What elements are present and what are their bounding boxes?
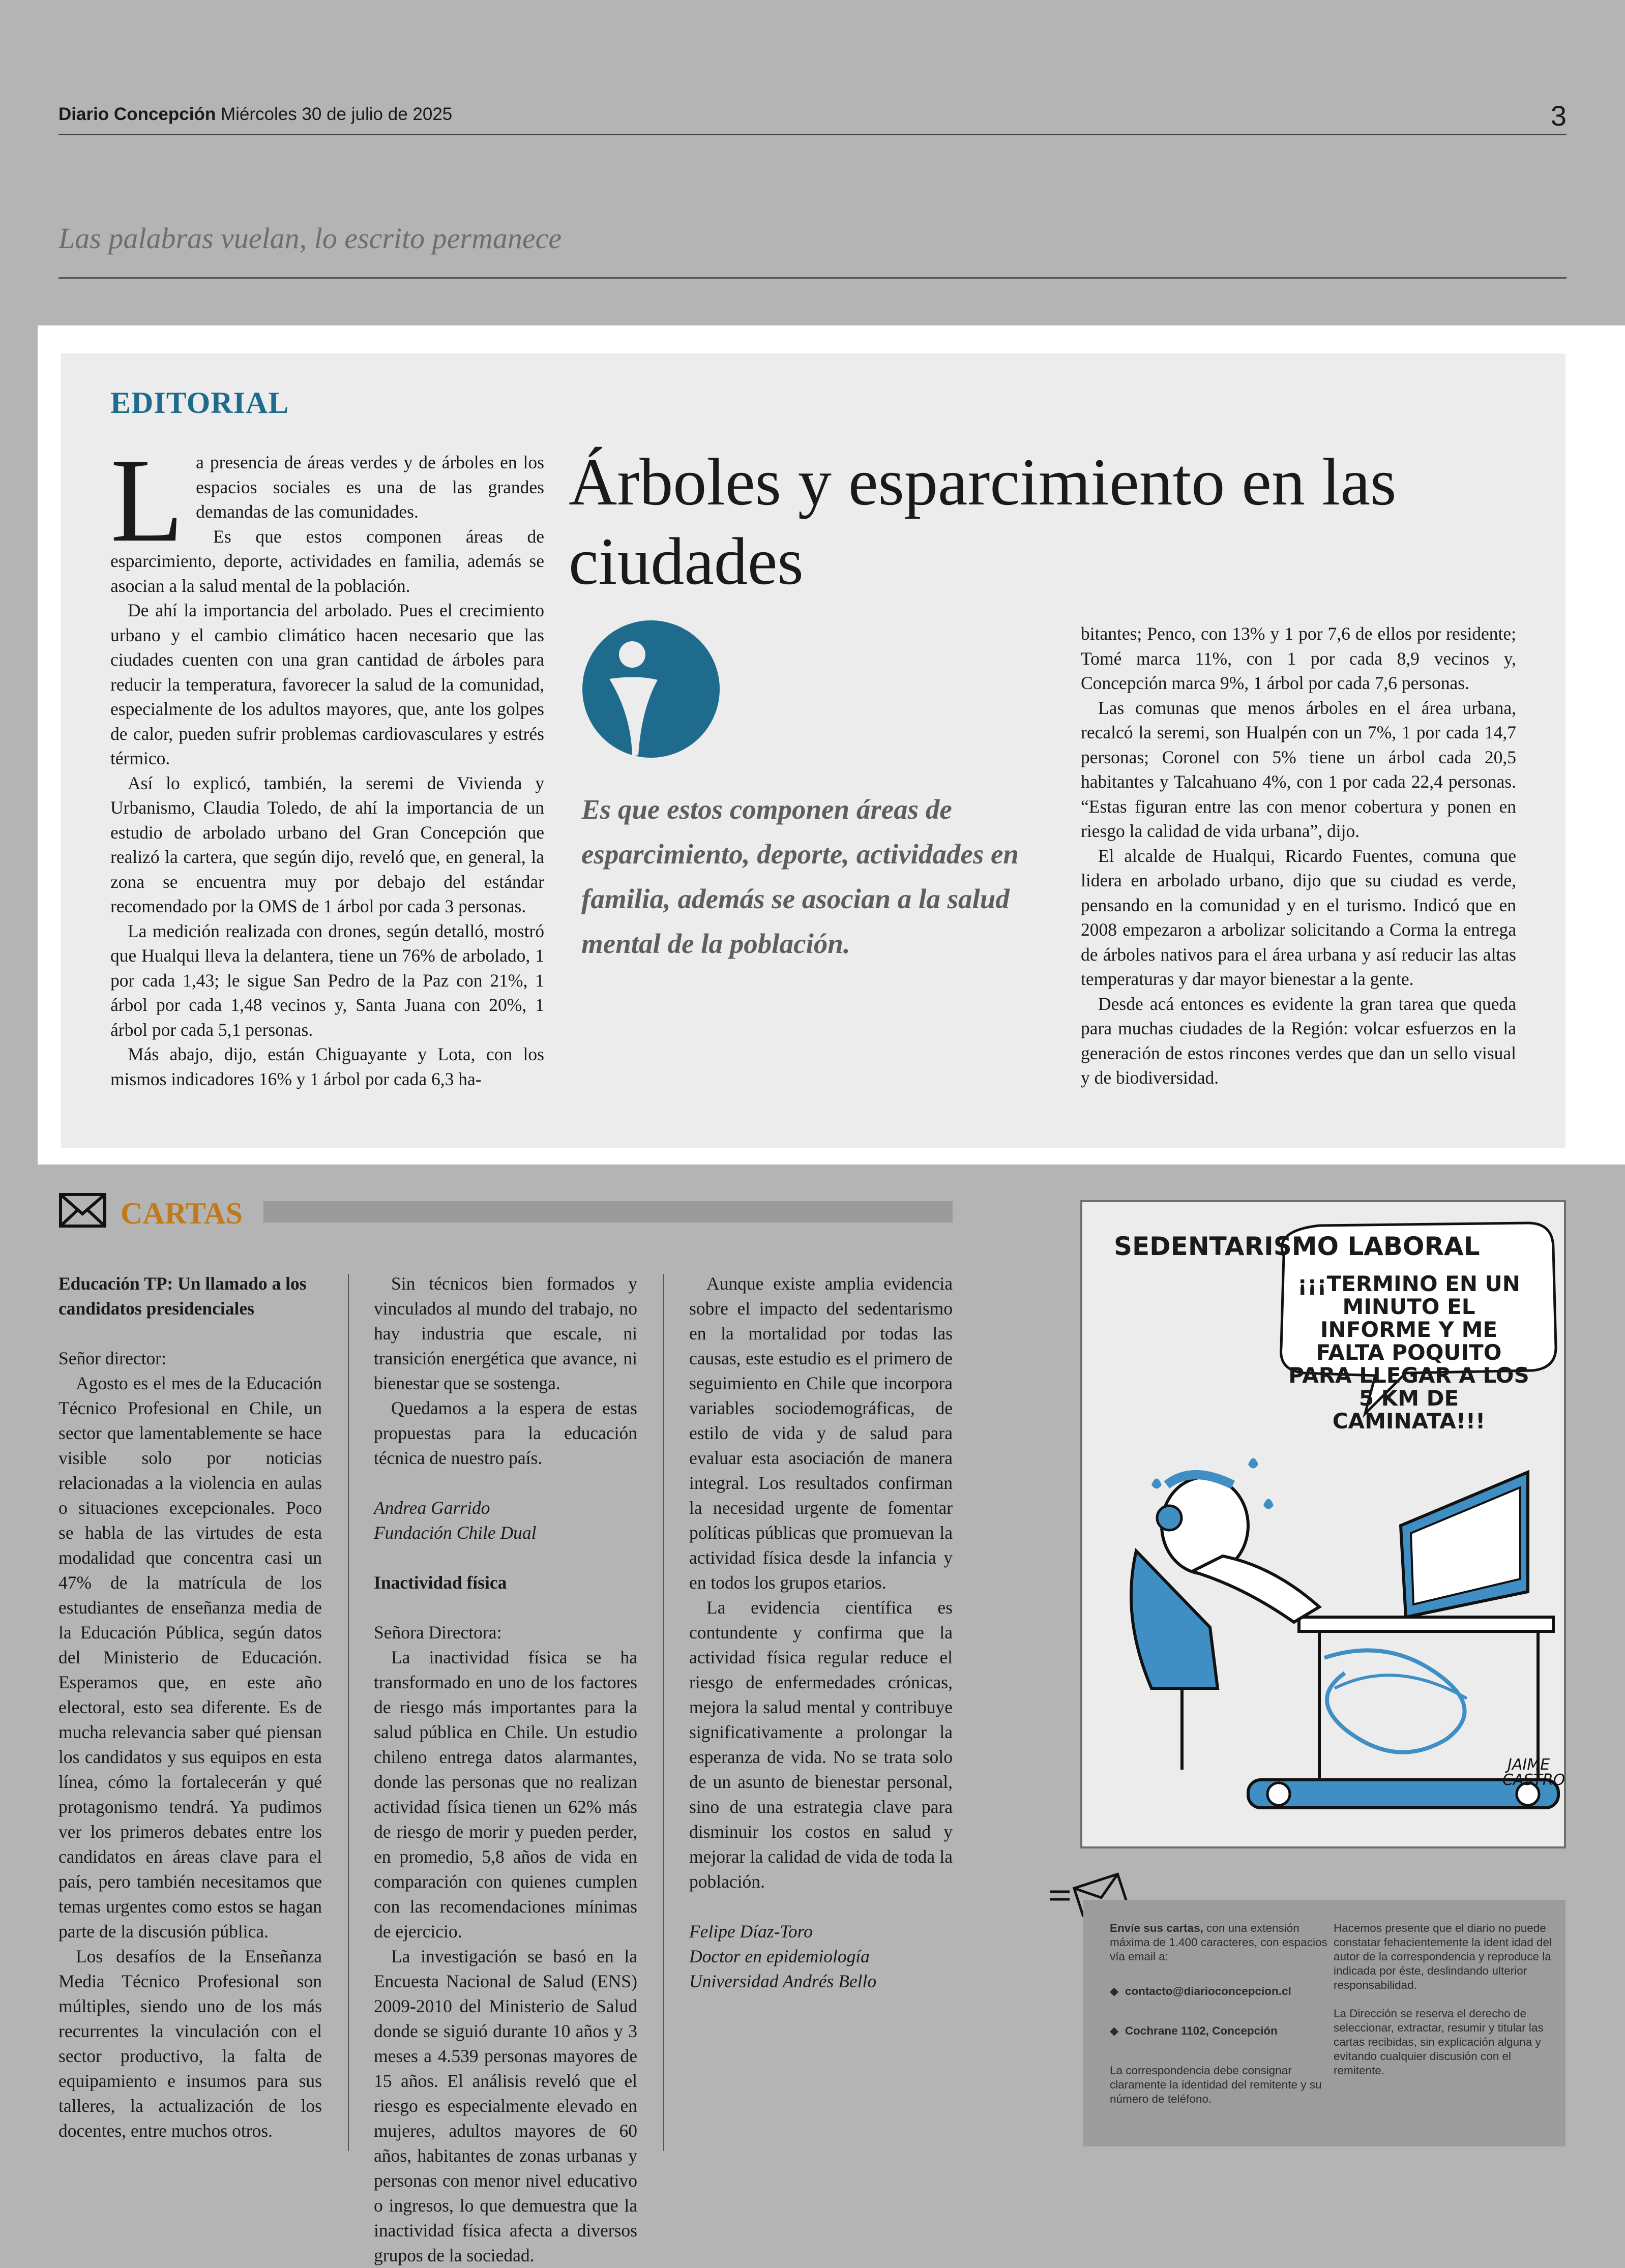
paragraph: La evidencia científica es contundente y confirma que la actividad física regular reduce el riesgo de enfermedades crónicas, mejora la salud mental y contribuye significativamente a prolongar la esperanza de vida. No se trata solo de un asunto de bienestar personal, sino de una estrategia clave para disminuir los costos en salud y mejorar la calidad de vida de toda la población. [689, 1597, 953, 1892]
letters-column-3 [689, 1271, 953, 1994]
contact-note: La correspondencia debe consignar claramente la identidad del remitente y su número de teléfono. [1110, 2064, 1322, 2105]
envelope-icon [58, 1192, 107, 1228]
paragraph: Agosto es el mes de la Educación Técnico Profesional en Chile, un sector que lamentablemente se hace visible solo por noticias relacionadas a la violencia en aulas o situaciones excepcionales. Poco se habla de las virtudes de esta modalidad que concentra casi un 47% de la matrícula de los estudiantes de enseñanza media de la Educación Pública, según datos del Ministerio de Educación. Esperamos que, en este año electoral, esto sea diferente. Es de mucha relevancia saber qué piensan los candidatos y sus equipos en esta línea, cómo la fortalecerán y qué protagonismo tendrá. Ya pudimos ver los primeros debates entre los candidatos en áreas clave para el país, pero también necesitamos que temas urgentes como estos se hagan parte de la discusión pública. [58, 1373, 322, 1942]
letter-title: Inactividad física [374, 1572, 507, 1593]
cartoon-title: SEDENTARISMO LABORAL [1114, 1232, 1480, 1261]
info-logo-icon [581, 618, 721, 760]
rights-text: La Dirección se reserva el derecho de seleccionar, extractar, resumir y titular las cartas recibidas, sin explicación alguna y evitando cualquier discusión con el remitente. [1334, 2007, 1544, 2077]
svg-text:JAIME: JAIME [1508, 1756, 1550, 1774]
paragraph: Así lo explicó, también, la seremi de Vivienda y Urbanismo, Claudia Toledo, de ahí la importancia de un estudio de arbolado urbano del Gran Concepción que realizó la cartera, que según dijo, reveló que, en general, la zona se encuentra muy por debajo del estándar recomendado por la OMS de 1 árbol por cada 3 personas. [110, 772, 544, 916]
cartas-header-bar [263, 1201, 953, 1222]
paragraph: Las comunas que menos árboles en el área urbana, recalcó la seremi, son Hualpén con un 7%, 1 por cada 14,7 personas; Coronel con 5% tiene un árbol cada 20,5 habitantes y Talcahuano 4%, con 1 por cada 22,4 personas. “Estas figuran entre las con menor cobertura y ponen en riesgo la calidad de vida urbana”, dijo. [1081, 697, 1516, 841]
contact-right [1334, 1921, 1552, 2078]
letter-salutation: Señor director: [58, 1348, 166, 1368]
letter-author: Felipe Díaz-Toro [689, 1921, 813, 1942]
paragraph: Los desafíos de la Enseñanza Media Técnico Profesional son múltiples, siendo uno de los más recurrentes la vinculación con el sector productivo, la falta de equipamiento e insumos para sus talleres, la actualización de los docentes, entre muchos otros. [58, 1946, 322, 2141]
paragraph: Aunque existe amplia evidencia sobre el impacto del sedentarismo en la mortalidad por todas las causas, este estudio es el primero de seguimiento en Chile que incorpora variables sociodemográficas, de estilo de vida y de salud para evaluar esta asociación de manera integral. Los resultados confirman la necesidad urgente de fomentar políticas públicas que promuevan la actividad física desde la infancia y en todos los grupos etarios. [689, 1273, 953, 1593]
editorial-title: Árboles y esparcimiento en las ciudades [569, 444, 1397, 599]
contact-email-link[interactable]: contacto@diarioconcepcion.cl [1125, 1985, 1291, 1997]
drop-cap: L [110, 434, 184, 567]
paper-name: Diario Concepción [58, 104, 216, 124]
paragraph: Quedamos a la espera de estas propuestas para la educación técnica de nuestro país. [374, 1398, 637, 1468]
contact-intro: con una extensión máxima de 1.400 caracteres, con espacios vía email a: [1110, 1922, 1327, 1963]
paragraph: De ahí la importancia del arbolado. Pues el crecimiento urbano y el cambio climático hacen necesario que las ciudades cuenten con una gran cantidad de árboles para reducir la temperatura, favorecer la salud de la comunidad, especialmente de los adultos mayores, que, ante los golpes de calor, pueden sufrir problemas cardiovasculares y estrés térmico. [110, 600, 544, 768]
cartas-label: CARTAS [121, 1197, 243, 1230]
paragraph: Desde acá entonces es evidente la gran tarea que queda para muchas ciudades de la Región: volcar esfuerzos en la generación de estos rincones verdes que dan un sello visual y de biodiversidad. [1081, 993, 1516, 1088]
paragraph: La medición realizada con drones, según detalló, mostró que Hualqui lleva la delantera, tiene un 76% de arbolado, 1 por cada 1,43; le sigue San Pedro de la Paz con 21%, 1 árbol por cada 1,48 vecinos y, Santa Juana con 20%, 1 árbol por cada 5,1 personas. [110, 920, 544, 1040]
header-rule [58, 134, 1567, 135]
disclaimer-text: Hacemos presente que el diario no puede constatar fehacientemente la ident idad del autor de la correspondencia y reproduce la indicada por éste, deslindando ulterior responsabilidad. [1334, 1922, 1552, 1991]
paragraph: La investigación se basó en la Encuesta Nacional de Salud (ENS) 2009-2010 del Ministerio de Salud donde se siguió durante 10 años y 3 meses a 4.539 personas mayores de 15 años. El análisis reveló que el riesgo es especialmente elevado en mujeres, adultos mayores de 60 años, habitantes de zonas urbanas y personas con menor nivel educativo o ingresos, lo que demuestra que la inactividad física afecta a diversos grupos de la sociedad. [374, 1946, 637, 2265]
issue-date: Miércoles 30 de julio de 2025 [220, 104, 453, 124]
paragraph: a presencia de áreas verdes y de árboles en los espacios sociales es una de las grandes demandas de las comunidades. [196, 452, 544, 522]
cartoon-speech-bubble: ¡¡¡TERMINO EN UN MINUTO EL INFORME Y ME FALTA POQUITO PARA LLEGAR A LOS 5 KM DE CAMINATA!!! [1288, 1271, 1529, 1434]
letter-affiliation: Fundación Chile Dual [374, 1523, 537, 1543]
contact-left: Envíe sus cartas, con una extensión máxima de 1.400 caracteres, con espacios vía email a: ◆ contacto@diarioconcepcion.cl ◆ Cochrane 1102, Concepción La correspondencia debe consignar claramente la identidad del remitente y su número de teléfono. [1110, 1921, 1328, 2106]
editorial-column-1 [110, 434, 544, 1091]
column-divider [348, 1274, 349, 2151]
section-tagline: Las palabras vuelan, lo escrito permanece [58, 222, 562, 255]
paragraph: bitantes; Penco, con 13% y 1 por 7,6 de ellos por residente; Tomé marca 11%, con 1 por cada 8,9 vecinos y, Concepción marca 9%, 1 árbol por cada 7,6 personas. [1081, 623, 1516, 693]
paragraph: Es que estos componen áreas de esparcimiento, deporte, actividades en familia, además se asocian a la salud mental de la población. [110, 526, 544, 596]
editorial-label: EDITORIAL [110, 386, 289, 420]
paragraph: El alcalde de Hualqui, Ricardo Fuentes, comuna que lidera en arbolado urbano, dijo que su ciudad es verde, pensando en la comunidad y en el turismo. Indicó que en 2008 empezaron a arbolizar solicitando a Corma la entrega de árboles nativos para el área urbana y así reducir las altas temperaturas y dar mayor bienestar a la gente. [1081, 845, 1516, 989]
letter-affiliation: Doctor en epidemiología [689, 1946, 870, 1966]
letter-title: Educación TP: Un llamado a los candidatos presidenciales [58, 1273, 307, 1319]
letter-salutation: Señora Directora: [374, 1622, 502, 1643]
paragraph: Más abajo, dijo, están Chiguayante y Lota, con los mismos indicadores 16% y 1 árbol por cada 6,3 ha- [110, 1044, 544, 1089]
editorial-column-3 [1081, 621, 1516, 1090]
column-divider [663, 1274, 664, 2151]
letter-author: Andrea Garrido [374, 1498, 490, 1518]
letter-affiliation: Universidad Andrés Bello [689, 1971, 877, 1991]
page-number: 3 [1550, 100, 1567, 132]
letters-column-1 [58, 1271, 322, 2143]
tagline-rule [58, 277, 1567, 279]
contact-intro-bold: Envíe sus cartas, [1110, 1922, 1203, 1934]
paragraph: Sin técnicos bien formados y vinculados al mundo del trabajo, no hay industria que escale, ni transición energética que avance, ni bienestar que se sostenga. [374, 1273, 637, 1393]
paragraph: La inactividad física se ha transformado en uno de los factores de riesgo más importantes para la salud pública en Chile. Un estudio chileno entrega datos alarmantes, donde las personas que no realizan actividad física tienen un 62% más de riesgo de morir y pueden perder, en promedio, 5,8 años de vida en comparación con quienes cumplen con las recomendaciones mínimas de ejercicio. [374, 1647, 637, 1942]
pull-quote: Es que estos componen áreas de esparcimiento, deporte, actividades en familia, además se asocian a la salud mental de la población. [581, 794, 1019, 959]
contact-address: Cochrane 1102, Concepción [1125, 2024, 1278, 2037]
masthead [58, 104, 1567, 125]
letters-column-2 [374, 1271, 637, 2268]
svg-text:CASTRO: CASTRO [1502, 1771, 1565, 1789]
